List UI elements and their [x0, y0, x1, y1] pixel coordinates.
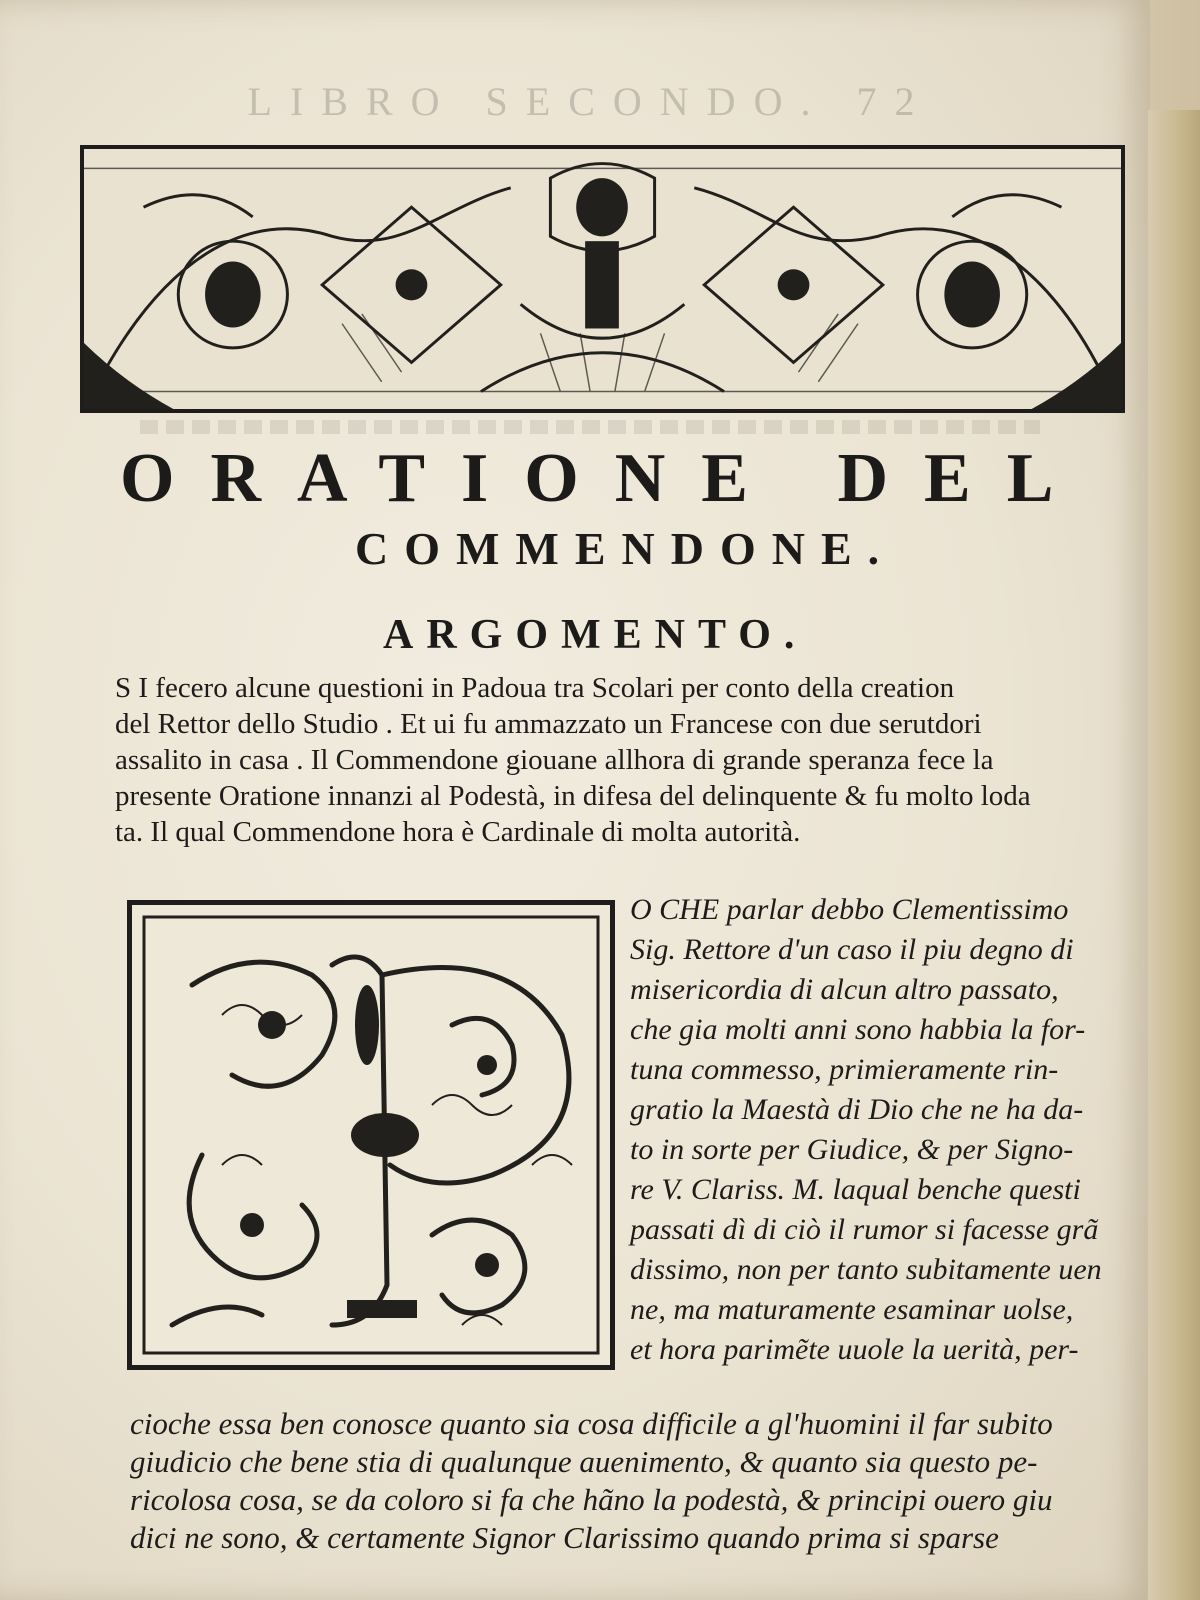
- text-line: misericordia di alcun altro passato,: [630, 973, 1059, 1006]
- text-line: tuna commesso, primieramente rin-: [630, 1053, 1059, 1086]
- page-edges: [1148, 110, 1200, 1600]
- running-head: LIBRO SECONDO. 72: [247, 79, 933, 124]
- argument-line: assalito in casa . Il Commendone giouane allhora di grande speranza fece la: [115, 744, 994, 776]
- oration-body: [130, 1405, 1120, 1557]
- argument-line: del Rettor dello Studio . Et ui fu ammazzato un Francese con due serutdori: [115, 708, 982, 740]
- text-line: et hora parimẽte uuole la uerità, per-: [630, 1333, 1079, 1366]
- text-line: dissimo, non per tanto subitamente uen: [630, 1253, 1102, 1286]
- argument-paragraph: [115, 670, 1115, 850]
- text-line: che gia molti anni sono habbia la for-: [630, 1013, 1086, 1046]
- text-line: passati dì di ciò il rumor si facesse grã: [630, 1213, 1099, 1246]
- text-line: ricolosa cosa, se da coloro si fa che hãno la podestà, & principi ouero giu: [130, 1482, 1053, 1517]
- show-through: [140, 420, 1040, 434]
- argument-line: ta. Il qual Commendone hora è Cardinale di molta autorità.: [115, 816, 801, 848]
- text-line: cioche essa ben conosce quanto sia cosa difficile a gl'huomini il far subito: [130, 1406, 1053, 1441]
- text-line: Sig. Rettore d'un caso il piu degno di: [630, 933, 1074, 966]
- oration-opening-column: [630, 890, 1120, 1370]
- text-line: dici ne sono, & certamente Signor Clarissimo quando prima si sparse: [130, 1520, 999, 1555]
- text-line: gratio la Maestà di Dio che ne ha da-: [630, 1093, 1084, 1126]
- argument-line: S I fecero alcune questioni in Padoua tra Scolari per conto della creation: [115, 672, 955, 704]
- text-line: O CHE parlar debbo Clementissimo: [630, 893, 1069, 926]
- text-line: re V. Clariss. M. laqual benche questi: [630, 1173, 1081, 1206]
- text-line: to in sorte per Giudice, & per Signo-: [630, 1133, 1074, 1166]
- oration-subtitle: COMMENDONE.: [355, 523, 896, 574]
- text-line: ne, ma maturamente esaminar uolse,: [630, 1293, 1074, 1326]
- argument-line: presente Oratione innanzi al Podestà, in difesa del delinquente & fu molto loda: [115, 780, 1031, 812]
- decorated-initial-p: [127, 900, 615, 1370]
- woodcut-headpiece: [80, 145, 1125, 413]
- text-line: giudicio che bene stia di qualunque auenimento, & quanto sia questo pe-: [130, 1444, 1038, 1479]
- oration-title: ORATIONE DEL: [120, 440, 1090, 517]
- section-heading: ARGOMENTO.: [383, 612, 808, 658]
